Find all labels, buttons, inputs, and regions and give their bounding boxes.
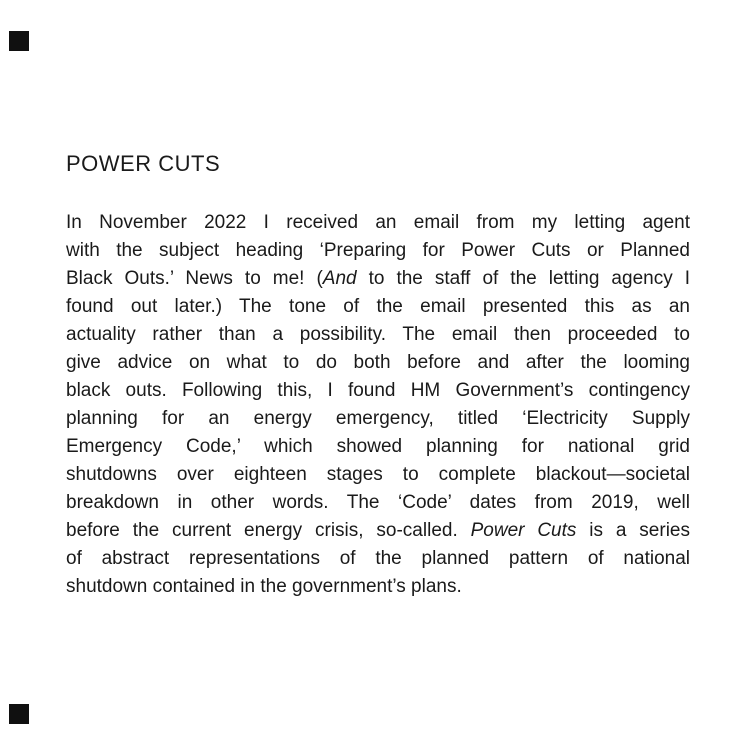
page-title: POWER CUTS <box>66 151 221 176</box>
text-run: breakdown in other words. The ‘Code’ dates from 2019, well <box>66 492 690 513</box>
paragraph-line <box>66 517 690 545</box>
text-run: to the staff of the letting agency I <box>356 268 690 289</box>
text-run: is a series <box>576 520 690 541</box>
paragraph-line <box>66 489 690 517</box>
text-run: before the current energy crisis, so-called. <box>66 520 471 541</box>
italic-text-run: And <box>322 268 357 289</box>
text-run: In November 2022 I received an email from my letting agent <box>66 212 690 233</box>
text-run: shutdown contained in the government’s plans. <box>66 576 462 597</box>
paragraph-line <box>66 461 690 489</box>
paragraph-line <box>66 405 690 433</box>
body-paragraph <box>66 209 690 601</box>
text-run: planning for an energy emergency, titled ‘Electricity Supply <box>66 408 690 429</box>
page-edge-mark-top <box>9 31 29 51</box>
paragraph-line <box>66 265 690 293</box>
paragraph-line <box>66 377 690 405</box>
text-run: black outs. Following this, I found HM Government’s contingency <box>66 380 690 401</box>
paragraph-line <box>66 433 690 461</box>
text-run: found out later.) The tone of the email presented this as an <box>66 296 690 317</box>
paragraph-line <box>66 209 690 237</box>
paragraph-line <box>66 545 690 573</box>
text-run: with the subject heading ‘Preparing for Power Cuts or Planned <box>66 240 690 261</box>
paragraph-line <box>66 321 690 349</box>
paragraph-line <box>66 237 690 265</box>
text-run: give advice on what to do both before and after the looming <box>66 352 690 373</box>
text-run: Black Outs.’ News to me! ( <box>66 268 323 289</box>
italic-text-run: Power Cuts <box>470 520 577 541</box>
paragraph-line <box>66 349 690 377</box>
text-run: actuality rather than a possibility. The email then proceeded to <box>66 324 690 345</box>
paragraph-line <box>66 293 690 321</box>
page-edge-mark-bottom <box>9 704 29 724</box>
text-run: shutdowns over eighteen stages to complete blackout—societal <box>66 464 690 485</box>
paragraph-line <box>66 573 690 601</box>
text-run: of abstract representations of the planned pattern of national <box>66 548 690 569</box>
text-run: Emergency Code,’ which showed planning for national grid <box>66 436 690 457</box>
